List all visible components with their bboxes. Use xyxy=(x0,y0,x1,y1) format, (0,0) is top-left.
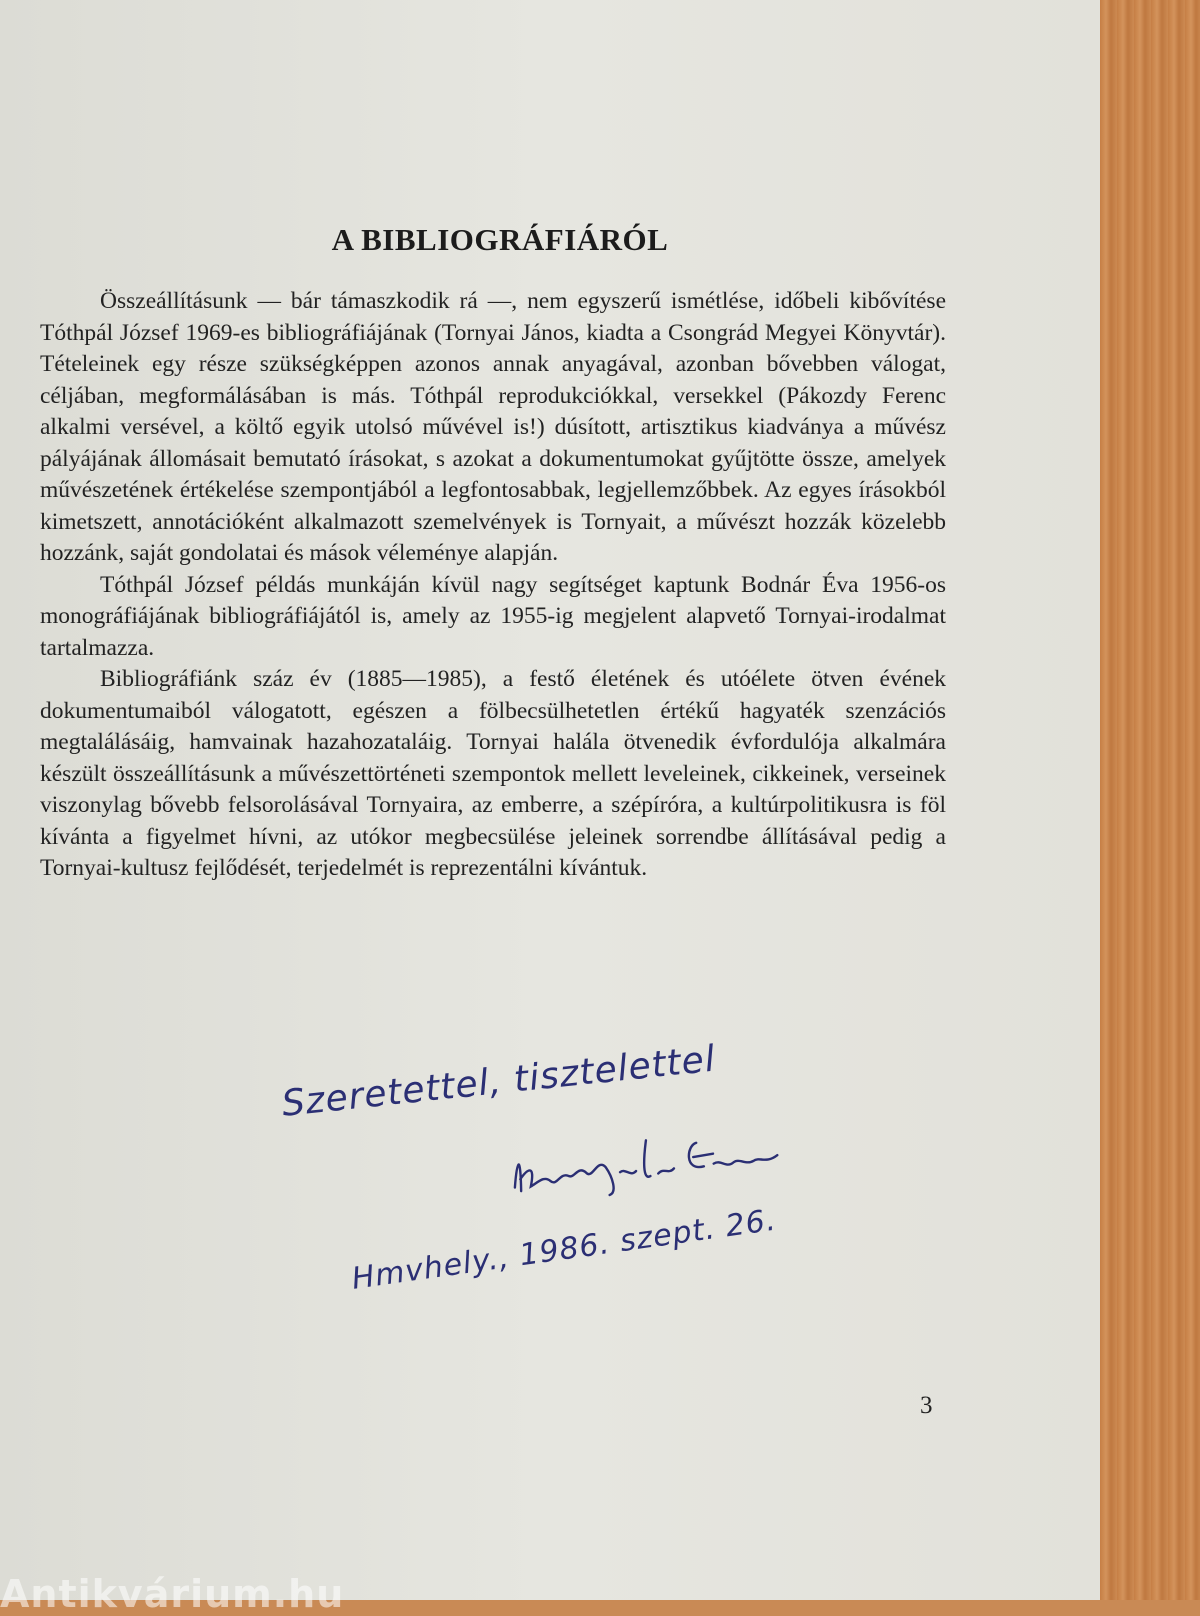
handwritten-signature xyxy=(506,1119,810,1210)
watermark: Antikvárium.hu xyxy=(0,1572,345,1616)
wooden-shelf-background xyxy=(1100,0,1200,1600)
page-title: A BIBLIOGRÁFIÁRÓL xyxy=(331,222,669,257)
paragraph-3: Bibliográfiánk száz év (1885—1985), a festő életének és utóélete ötven évének dokumentumaiból válogatott, egészen a fölbecsülhetetlen értékű hagyaték szenzációs megtalálásáig, hamvainak hazahozataláig. Tornyai halála ötvenedik évfordulója alkalmára készült összeállításunk a művészettörténeti szempontok mellett leveleinek, cikkeinek, verseinek viszonylag bővebb felsorolásával Tornyaira, az emberre, a szépíróra, a kultúrpolitikusra is föl kívánta a figyelmet hívni, az utókor megbecsülése jeleinek sorrendbe állításával pedig a Tornyai-kultusz fejlődését, terjedelmét is reprezentálni kívántuk. xyxy=(40,666,946,881)
handwritten-place-date: Hmvhely., 1986. szept. 26. xyxy=(349,1202,779,1297)
paragraph-1: Összeállításunk — bár támaszkodik rá —, nem egyszerű ismétlése, időbeli kibővítése Tóthpál József 1969-es bibliográfiájának (Tornyai János, kiadta a Csongrád Megyei Könyvtár). Tételeinek egy része szükségképpen azonos annak anyagával, azonban bővebben válogat, céljában, megformálásában is más. Tóthpál reprodukciókkal, versekkel (Pákozdy Ferenc alkalmi versével, a költő egyik utolsó művével is!) dúsított, artisztikus kiadványa a művész pályájának állomásait bemutató írásokat, s azokat a dokumentumokat gyűjtötte össze, amelyek művészetének értékelése szempontjából a legfontosabbak, legjellemzőbbek. Az egyes írásokból kimetszett, annotációként alkalmazott szemelvények is Tornyait, a művészt hozzák közelebb hozzánk, saját gondolatai és mások véleménye alapján. xyxy=(40,288,946,566)
paragraph-2: Tóthpál József példás munkáján kívül nagy segítséget kaptunk Bodnár Éva 1956-os monográfiájának bibliográfiájától is, amely az 1955-ig megjelent alapvető Tornyai-irodalmat tartalmazza. xyxy=(40,571,946,661)
handwritten-dedication: Szeretettel, tisztelettel xyxy=(279,1038,718,1125)
page-number: 3 xyxy=(920,1392,933,1419)
body-text xyxy=(40,286,946,885)
